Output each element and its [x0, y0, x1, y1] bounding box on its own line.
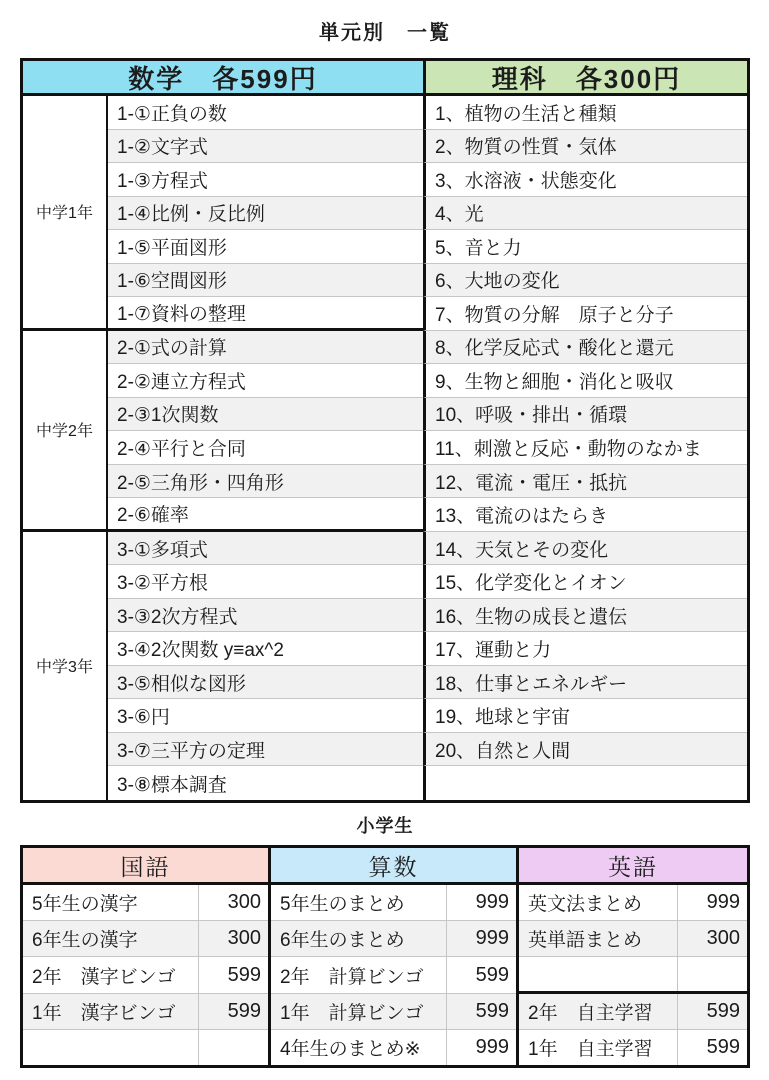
item-price: 599: [446, 957, 516, 992]
math-unit-cell: 2-④平行と合同: [108, 431, 423, 465]
math-unit-cell: 3-⑦三平方の定理: [108, 733, 423, 767]
science-unit-cell: 19、地球と宇宙: [423, 699, 747, 733]
math-unit-cell: 3-④2次関数 y≡ax^2: [108, 632, 423, 666]
item-name: 5年生の漢字: [32, 894, 138, 916]
science-unit-cell: 13、電流のはたらき: [423, 498, 747, 532]
item-price: 599: [446, 994, 516, 1029]
math-unit-cell: 3-⑤相似な図形: [108, 666, 423, 700]
elementary-table: [20, 845, 750, 1068]
science-unit-cell: 7、物質の分解 原子と分子: [423, 297, 747, 331]
math-unit-cell: 3-③2次方程式: [108, 599, 423, 633]
science-header: 理科 各300円: [423, 61, 747, 96]
science-unit-cell: 6、大地の変化: [423, 264, 747, 298]
table-row: [271, 956, 516, 992]
science-unit-cell: 8、化学反応式・酸化と還元: [423, 331, 747, 365]
item-price: 300: [198, 885, 268, 920]
science-unit-cell: 18、仕事とエネルギー: [423, 666, 747, 700]
table-row: [519, 885, 747, 920]
grade-label: 中学1年: [23, 96, 108, 331]
table-row: [23, 885, 268, 920]
item-name: 5年生のまとめ: [280, 894, 405, 916]
subject-header: 英語: [519, 848, 747, 885]
item-price: 300: [677, 921, 747, 956]
math-unit-cell: 2-①式の計算: [108, 331, 423, 365]
item-price: 300: [198, 921, 268, 956]
item-name: 2年 自主学習: [528, 1003, 653, 1025]
item-name: 英文法まとめ: [528, 893, 643, 915]
science-unit-cell: [423, 766, 747, 800]
item-price: 599: [677, 994, 747, 1029]
science-unit-cell: 5、音と力: [423, 230, 747, 264]
grade-label: 中学2年: [23, 331, 108, 532]
science-unit-cell: 15、化学変化とイオン: [423, 565, 747, 599]
item-price: 599: [198, 994, 268, 1029]
math-unit-cell: 1-①正負の数: [108, 96, 423, 130]
subject-column: [516, 848, 747, 1065]
math-unit-cell: 2-⑥確率: [108, 498, 423, 532]
item-name: [519, 957, 677, 992]
science-unit-cell: 4、光: [423, 197, 747, 231]
grade-label: 中学3年: [23, 532, 108, 800]
table-row: [23, 920, 268, 956]
math-unit-cell: 3-②平方根: [108, 565, 423, 599]
table-row: [519, 1029, 747, 1065]
page-title: 単元別 一覧: [319, 22, 451, 44]
table-row: [271, 920, 516, 956]
science-unit-cell: 2、物質の性質・気体: [423, 130, 747, 164]
table-row: [271, 993, 516, 1029]
item-name: 4年生のまとめ※: [280, 1038, 421, 1060]
science-unit-cell: 3、水溶液・状態変化: [423, 163, 747, 197]
item-price: 599: [677, 1030, 747, 1065]
item-name: 1年 計算ビンゴ: [280, 1002, 424, 1024]
units-table: [20, 58, 750, 803]
table-row: [271, 885, 516, 920]
item-name: 6年生のまとめ: [280, 930, 405, 952]
math-unit-cell: 2-③1次関数: [108, 398, 423, 432]
science-unit-cell: 16、生物の成長と遺伝: [423, 599, 747, 633]
science-unit-cell: 9、生物と細胞・消化と吸収: [423, 364, 747, 398]
science-unit-cell: 20、自然と人間: [423, 733, 747, 767]
math-header: 数学 各599円: [23, 61, 423, 96]
item-price: 599: [198, 957, 268, 992]
item-name: 1年 漢字ビンゴ: [32, 1002, 176, 1024]
table-row: [23, 1029, 268, 1065]
science-unit-cell: 11、刺激と反応・動物のなかま: [423, 431, 747, 465]
math-unit-cell: 1-②文字式: [108, 130, 423, 164]
science-unit-cell: 1、植物の生活と種類: [423, 96, 747, 130]
subject-header: 算数: [271, 848, 516, 885]
table-row: [519, 991, 747, 1029]
science-unit-cell: 14、天気とその変化: [423, 532, 747, 566]
table-row: [271, 1029, 516, 1065]
table-row: [23, 956, 268, 992]
science-unit-cell: 10、呼吸・排出・循環: [423, 398, 747, 432]
item-price: 999: [446, 921, 516, 956]
math-unit-cell: 3-①多項式: [108, 532, 423, 566]
item-price: 999: [446, 1030, 516, 1065]
math-unit-cell: 1-③方程式: [108, 163, 423, 197]
math-unit-cell: 1-⑥空間図形: [108, 264, 423, 298]
math-unit-cell: 3-⑥円: [108, 699, 423, 733]
item-price: 999: [677, 885, 747, 920]
science-unit-cell: 12、電流・電圧・抵抗: [423, 465, 747, 499]
item-price: [198, 1030, 268, 1065]
item-name: 英単語まとめ: [528, 929, 643, 951]
item-name: [23, 1030, 198, 1065]
math-unit-cell: 2-⑤三角形・四角形: [108, 465, 423, 499]
math-unit-cell: 1-④比例・反比例: [108, 197, 423, 231]
math-unit-cell: 1-⑦資料の整理: [108, 297, 423, 331]
item-name: 1年 自主学習: [528, 1039, 653, 1061]
table-row: [23, 993, 268, 1029]
item-price: 999: [446, 885, 516, 920]
subject-column: [23, 848, 268, 1065]
science-unit-cell: 17、運動と力: [423, 632, 747, 666]
item-price: [677, 957, 747, 992]
table-row: [519, 920, 747, 956]
subject-column: [268, 848, 516, 1065]
item-name: 2年 漢字ビンゴ: [32, 966, 176, 988]
math-unit-cell: 1-⑤平面図形: [108, 230, 423, 264]
item-name: 2年 計算ビンゴ: [280, 966, 424, 988]
elementary-title: 小学生: [356, 816, 414, 836]
subject-header: 国語: [23, 848, 268, 885]
item-name: 6年生の漢字: [32, 930, 138, 952]
math-unit-cell: 2-②連立方程式: [108, 364, 423, 398]
math-unit-cell: 3-⑧標本調査: [117, 774, 227, 796]
table-row: [519, 956, 747, 992]
